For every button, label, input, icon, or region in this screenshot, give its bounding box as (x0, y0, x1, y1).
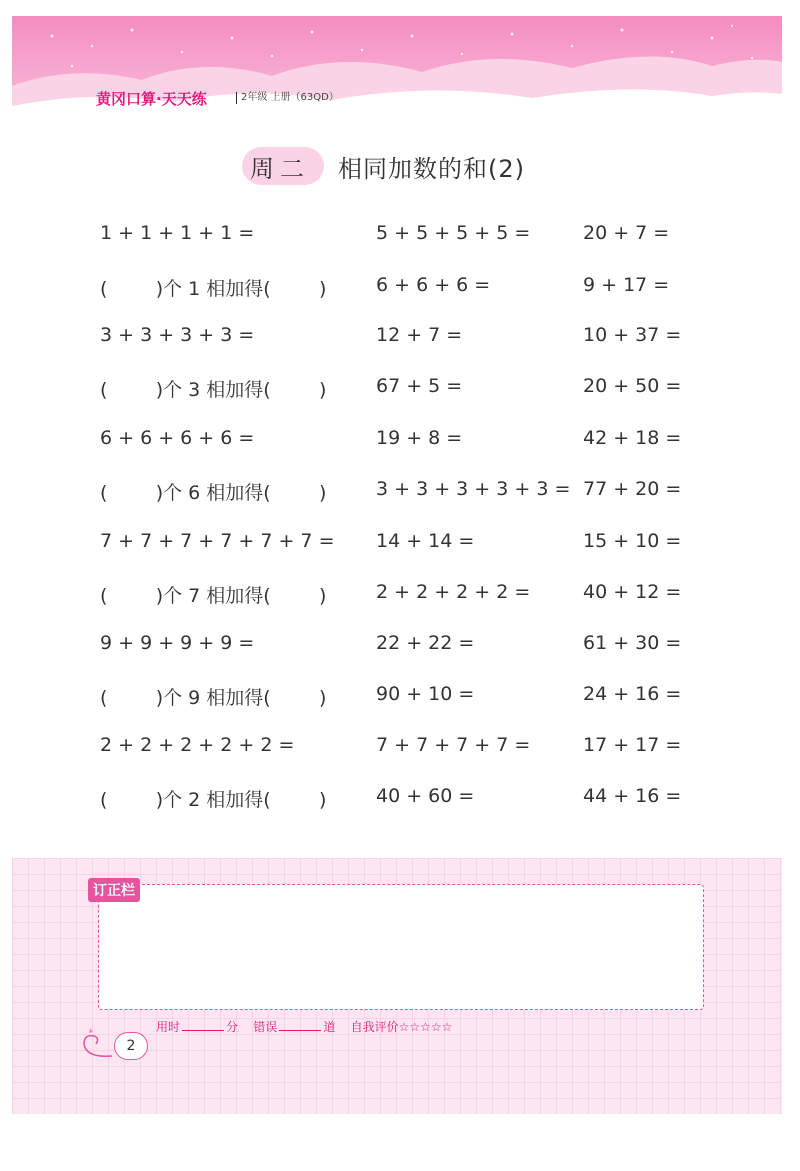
day-label: 周二 (250, 154, 310, 183)
problem-cell: 1 + 1 + 1 + 1 = (100, 222, 255, 244)
problem-cell: 3 + 3 + 3 + 3 = (100, 324, 255, 346)
problem-cell: 15 + 10 = (583, 530, 682, 552)
problem-row (0, 581, 800, 617)
problem-cell: 2 + 2 + 2 + 2 = (376, 581, 531, 603)
problem-cell: 6 + 6 + 6 + 6 = (100, 427, 255, 449)
problem-cell: ( )个 9 相加得( ) (100, 687, 327, 709)
problem-row (0, 274, 800, 310)
problem-row (0, 530, 800, 566)
topic-title: 相同加数的和(2) (338, 154, 525, 183)
time-blank[interactable] (182, 1020, 224, 1031)
problem-cell: ( )个 7 相加得( ) (100, 585, 327, 607)
problem-cell: 44 + 16 = (583, 785, 682, 807)
problem-row (0, 683, 800, 719)
problem-cell: 67 + 5 = (376, 375, 463, 397)
problem-cell: ( )个 1 相加得( ) (100, 278, 327, 300)
problem-cell: 2 + 2 + 2 + 2 + 2 = (100, 734, 295, 756)
footer-stats (156, 1018, 452, 1035)
problem-cell: 61 + 30 = (583, 632, 682, 654)
problem-cell: 10 + 37 = (583, 324, 682, 346)
problem-cell: 90 + 10 = (376, 683, 475, 705)
problem-cell: 40 + 60 = (376, 785, 475, 807)
page-title (246, 148, 525, 184)
problem-cell: 19 + 8 = (376, 427, 463, 449)
problem-cell: 77 + 20 = (583, 478, 682, 500)
problem-cell: 6 + 6 + 6 = (376, 274, 491, 296)
problem-cell: 9 + 9 + 9 + 9 = (100, 632, 255, 654)
problem-row (0, 478, 800, 514)
problem-cell: 7 + 7 + 7 + 7 = (376, 734, 531, 756)
errors-label: 错误 (253, 1020, 278, 1034)
time-label: 用时 (156, 1020, 181, 1034)
problem-row (0, 222, 800, 258)
day-pill (246, 149, 314, 184)
problem-cell: 42 + 18 = (583, 427, 682, 449)
problem-cell: 20 + 7 = (583, 222, 670, 244)
problem-cell: ( )个 3 相加得( ) (100, 379, 327, 401)
brand-logo: 黄冈口算·天天练 (96, 90, 207, 108)
problem-cell: 17 + 17 = (583, 734, 682, 756)
problem-cell: 3 + 3 + 3 + 3 + 3 = (376, 478, 571, 500)
problem-cell: 24 + 16 = (583, 683, 682, 705)
problem-cell: 9 + 17 = (583, 274, 670, 296)
grade-label: 2年级 上册（63QD） (236, 92, 339, 104)
problem-cell: 7 + 7 + 7 + 7 + 7 + 7 = (100, 530, 335, 552)
problem-cell: 5 + 5 + 5 + 5 = (376, 222, 531, 244)
self-eval-label: 自我评价 (350, 1020, 399, 1034)
problem-row (0, 785, 800, 821)
problem-row (0, 632, 800, 668)
problem-cell: 12 + 7 = (376, 324, 463, 346)
correction-box[interactable] (98, 884, 704, 1010)
page-number: 2 (114, 1032, 148, 1060)
errors-blank[interactable] (279, 1020, 321, 1031)
correction-label: 订正栏 (88, 878, 140, 902)
problem-cell: 22 + 22 = (376, 632, 475, 654)
problem-cell: 14 + 14 = (376, 530, 475, 552)
minutes-label: 分 (226, 1020, 239, 1034)
problem-cell: ( )个 2 相加得( ) (100, 789, 327, 811)
problem-row (0, 324, 800, 360)
problem-cell: 40 + 12 = (583, 581, 682, 603)
rating-stars[interactable]: ☆☆☆☆☆ (398, 1020, 453, 1034)
swirl-decoration-icon (76, 1022, 116, 1062)
problem-row (0, 427, 800, 463)
items-label: 道 (323, 1020, 336, 1034)
problem-row (0, 375, 800, 411)
problem-row (0, 734, 800, 770)
problem-cell: ( )个 6 相加得( ) (100, 482, 327, 504)
problem-cell: 20 + 50 = (583, 375, 682, 397)
